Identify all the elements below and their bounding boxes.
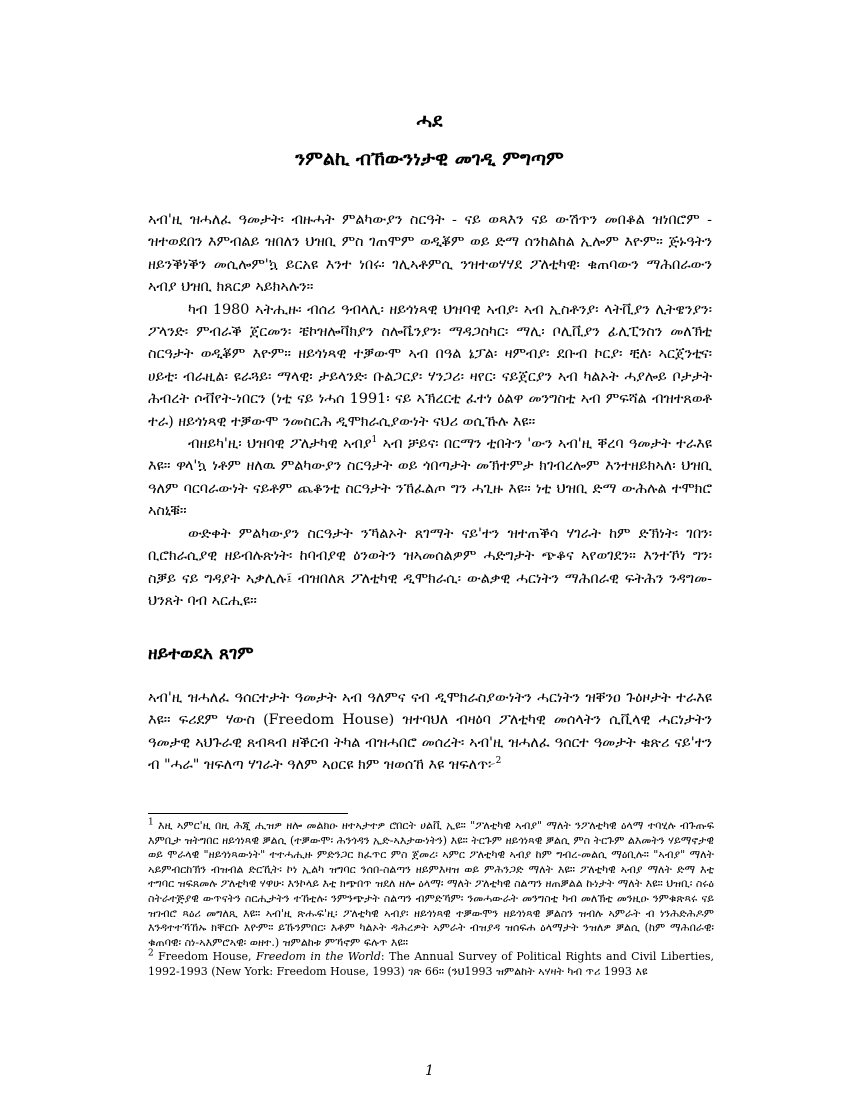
- section-heading: ዘይተወደአ ጸገም: [148, 644, 254, 664]
- section-paragraph: ኣብ'ዚ ዝሓለፈ ዓሰርተታት ዓመታት ኣብ ዓለምና ናብ ዲሞክራስያውነትን ሓርነትን ዝቐንዐ ጉዕዞታት ተራእዩ እዩ። ፍሪደም ሃውስ (Freedom House) ዝተባህለ ብዛዕባ ፖለቲካዊ መሰላትን ሲቪላዊ ሓርነታትን ዓመታዊ ኣህጉራዊ ጸብጻብ ዘቕርብ ትካል ብዝሓበሮ መሰረት፡ ኣብ'ዚ ዝሓለፈ ዓሰርተ ዓመታት ቁጽሪ ናይ'ተን ብ "ሓራ" ዝፍለጣ ሃገራት ዓለም ኣዐርዩ ክም ዝወሰኸ እዩ ዝፍለጥ፦$^2$: [148, 690, 712, 774]
- footnote: $^2$ Freedom House, Freedom in the World: The Annual Survey of Political Rights and Civil Liberties, 1992-1993 (New York: Freedom House, 1993) ገጽ 66። (ንህ1993 ዝምልከት ኣሃዛት ካብ ጥሪ 1993 እዩ: [148, 948, 714, 978]
- section-body: [148, 687, 712, 777]
- footnotes: [148, 819, 714, 980]
- intro-paragraph: ኣብ'ዚ ዝሓለፈ ዓመታት፡ ብዙሓት ምልካውያን ስርዓት - ናይ ወጻእን ናይ ውሽጥን መበቆል ዝነበሮም - ዝተወደበን እምብልይ ዝበለን ህዝቢ ምስ ገጠሞም ወዲቖም ወይ ድማ ሰንከልከል ኢሎም እዮም። ጅኑዓትን ዘይንቕነቕን መሲሎም'ኳ ይርአዩ እንተ ነበሩ፡ ገሊኣቶምሲ ንዝተወሃሃደ ፖለቲካዊ፡ ቁጠባውን ማሕበራውን ኣብያ ህዝቢ ክጸርዎ ኣይክኣሉን።: [148, 212, 712, 296]
- page-number: 1: [425, 1063, 434, 1079]
- footnote: $^1$ እዚ ኣምር'ዚ በዚ ሕጂ ሒዝዎ ዘሎ መልክዑ ዘተኣታተዎ ሮበርት ሀልቪ ኢዩ። "ፖለቲካዊ ኣብያ" ማለት ንፖለቲካዊ ዕላማ ተባሂሉ ብጉጡፍ እምቢታ ዝትግበር ዘይጎነጻዊ ቓልሲ (ተቓውሞ፡ ሕንጎዳን ኢድ-ኣእታውነትን) እዩ። ትርጉም ዘይጎነጻዊ ቓልሲ ምስ ትርጉም ልእመትን ሃይማኖታዊ ወይ ሞራላዊ "ዘይጎነጻውነት" ተተሓሒዙ ምድንጋር ክፈጥር ምስ ጀመረ፡ ኣምር ፖለቲካዊ ኣብያ ከም ግብረ-መልሲ ማዕቢሉ። "ኣብያ" ማለት ኣይምብርከኽን ብዝብል ድርኺት፡ ኮነ ኢልካ ዝግባር ንሰበ-ስልጣን ዘይምእዛዝ ወይ ምሕንጋድ ማለት እዩ። ፖለቲካዊ ኣብያ ማለት ድማ እቲ ተግባር ዝፍጸመሉ ፖለቲካዊ ሃዋሁ፡ እንኮላይ እቲ ክጭበጥ ዝደለ ዘሎ ዕላማ፡ ማለት ፖለቲካዊ ስልጣን ዘጠቓልል ኩነታት ማለት እዩ። ህዝቢ፡ ስሩዕ ስትራተጅያዊ ውጥናትን ስርሒታትን ተኸቲሉ፡ ንምንጭታት ስልጣን ብምድኻም፡ ንመሓውራት መንግስቲ ካብ መለኽቲ መንዚዑ ንምቁጽጻሩ ናይ ዝገብሮ ጻዕሪ መግለጺ እዩ። ኣብ'ዚ ጽሑፍ'ዚ፡ ፖለቲካዊ ኣብያ፡ ዘይጎነጻዊ ተቓውሞን ዘይጎነጻዊ ቓልስን ዝብሉ ኣምራት ብ ነንሕድሕዶም እንዳተተኻኸኡ ክቐርቡ እዮም። ይኹንምበር፡ እቶም ካልኦት ዳሕረዎት ኣምራት ብዝያዳ ዝሰፍሐ ዕላማታት ንዝለዎ ቓልሲ (ከም ማሕበራዊ፡ ቁጠባዊ፡ ስነ-ኣእምሮኣዊ፡ ወዘተ.) ዝምልከቱ ምኻኖም ፍሉጥ እዩ።: [148, 817, 714, 949]
- chapter-label: ሓደ: [416, 110, 443, 132]
- intro-paragraph: ውድቀት ምልካውያን ስርዓታት ንኻልኦት ጸገማት ናይ'ተን ዝተጠቕሳ ሃገራት ከም ድኽነት፡ ገበን፡ ቢሮክራሲያዊ ዘይብሉጽነት፡ ከባብያዊ ዕንወትን ዝኣመሰልዎም ሓድግታት ጭቆና ኣየወገደን። እንተኾነ ግን፡ ስቓይ ናይ ግዳያት ኣቃሊሉ፤ ብዝበለጸ ፖለቲካዊ ዲሞክራሲ፡ ውልቃዊ ሓርነትን ማሕበራዊ ፍትሕን ንዳግመ-ህንጸት ባብ ኣርሒዩ።: [148, 525, 712, 609]
- intro-paragraph: ካብ 1980 ኣትሒዙ፡ ብሰሪ ዓብላሊ፡ ዘይጎነጻዊ ህዝባዊ ኣብያ፡ ኣብ ኢስቶንያ፡ ላትቪያን ሊትዌንያን፡ ፖላንድ፡ ምብራቕ ጀርመን፡ ቼኮዝሎቫክያን ስሎቬንያን፡ ማዳጋስካር፡ ማሊ፡ ቦሊቪያን ፊሊፒንስን መለኽቲ ስርዓታት ወዲቖም እዮም። ዘይጎነጻዊ ተቓውሞ ኣብ በዓል ኔፓል፡ ዛምብያ፡ ደቡብ ኮርያ፡ ቺለ፡ ኣርጀንቲና፡ ሀይቲ፡ ብራዚል፡ ዩራጓይ፡ ማላዊ፡ ታይላንድ፡ ቡልጋርያ፡ ሃንጋሪ፡ ዛየር፡ ናይጀርያን ኣብ ካልኦት ሓያሎይ ቦታታት ሕብረት ሶቭየት-ነበርን (ነቲ ናይ ነሓሰ 1991፡ ናይ ኣኽረርቲ ፈተነ ዕልዋ መንግስቲ ኣብ ምፍሻል ብዝተጸወቶ ተራ) ዘይጎነጻዊ ተቓውሞ ንመስርሕ ዲሞክራሲያውነት ናህሪ ወሲኹሉ እዩ።: [148, 301, 712, 430]
- intro-section: [148, 209, 712, 612]
- intro-paragraph: ብዘይካ'ዚ፡ ህዝባዊ ፖለታካዊ ኣብያ$^1$ ኣብ ቻይና፡ በርማን ቲበትን 'ውን ኣብ'ዚ ቐረባ ዓመታት ተራእዩ እዩ። ዋላ'ኳ ነቶም ዘለዉ ምልካውያን ስርዓታት ወይ ጎበጣታት መኽተምታ ክገብረሎም እንተዘይክኣለ፡ ህዝቢ ዓለም ባርባራውነት ናይቶም ጨቆንቲ ስርዓታት ንኸፈልጦ ግን ሓጊዙ እዩ። ነቲ ህዝቢ ድማ ውሕሉል ተሞክሮ ኣስኒቑ።: [148, 435, 712, 520]
- chapter-title: ንምልኪ ብኸውንነታዊ መገዲ ምግጣም: [295, 148, 564, 170]
- footnote-divider: [148, 813, 348, 814]
